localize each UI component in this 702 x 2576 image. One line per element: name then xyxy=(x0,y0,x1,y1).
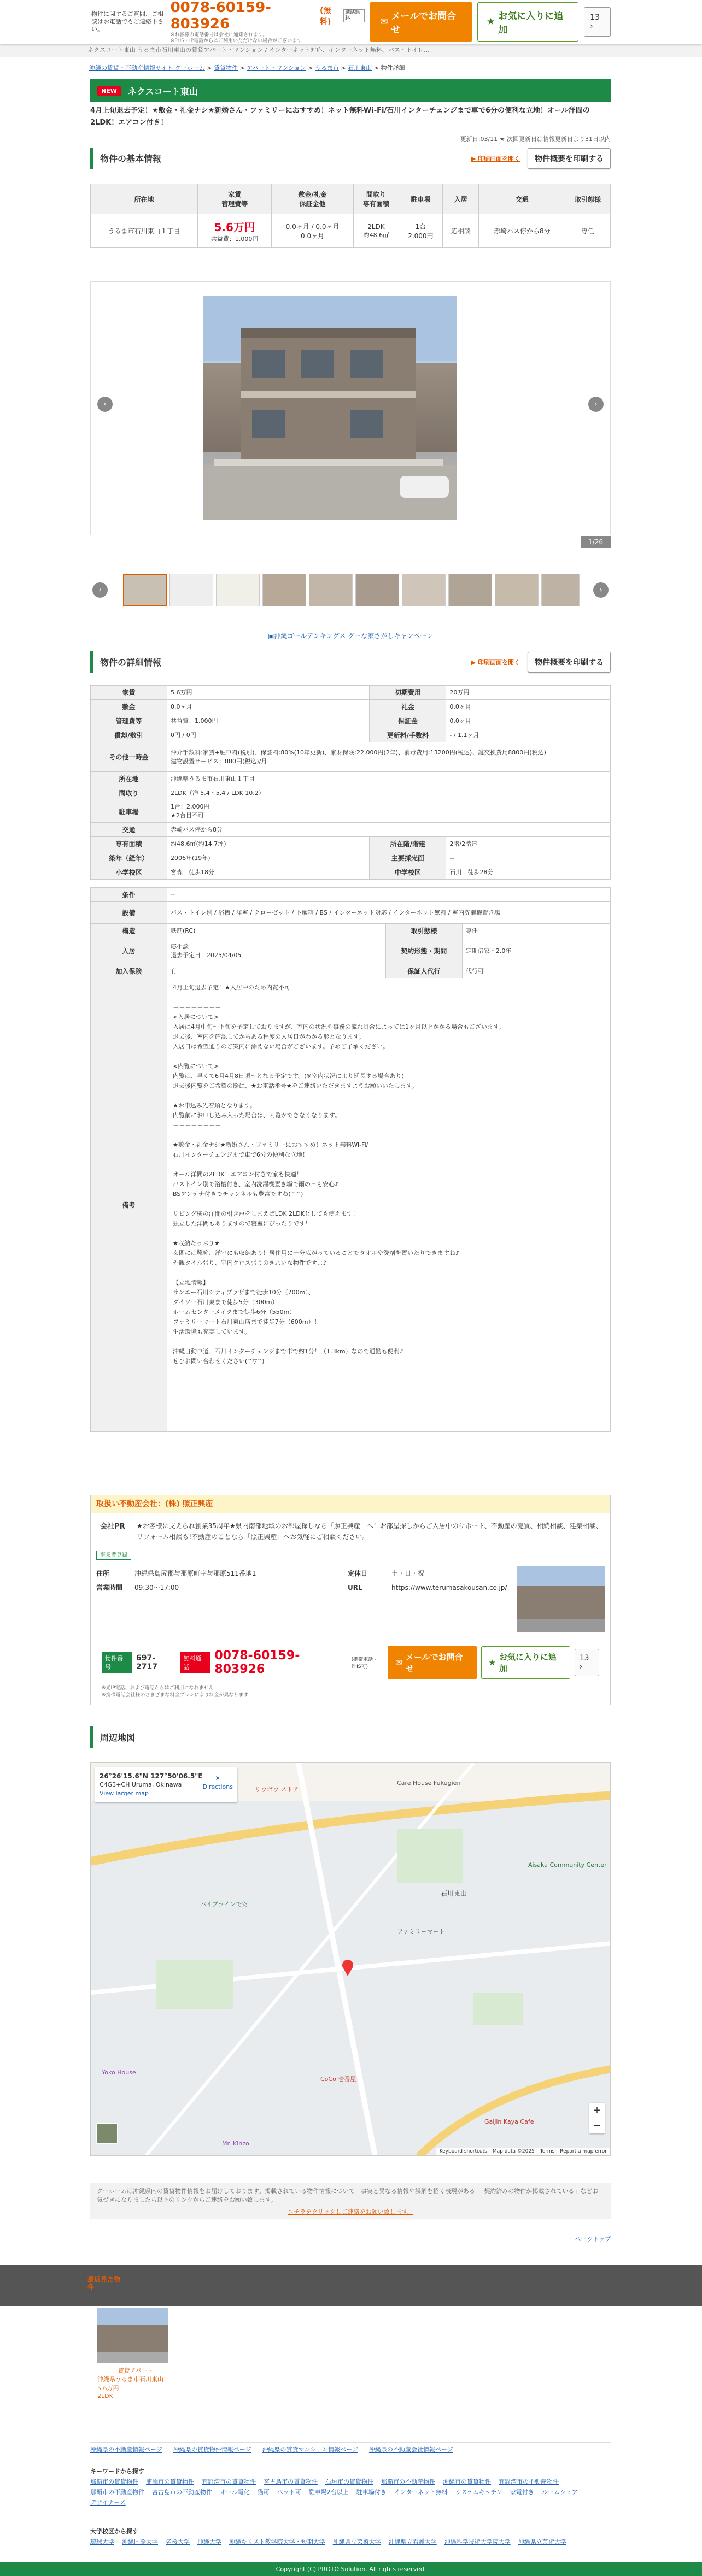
footer-link[interactable]: デザイナーズ xyxy=(90,2499,126,2506)
print-summary-button[interactable]: 物件概要を印刷する xyxy=(528,652,611,673)
agency-box: 取扱い不動産会社：(株) 照正興産 会社PR ★お客様に支えられ創業35周年★県内南部地域のお部屋探しなら「照正興産」へ！お部屋探しからご入居中のサポート、不動産の売買、相続相談、建築相談、リフォーム相談も!不動産のことなら「照正興産」へお気軽にご相談ください。 事業者登録 住所 営業時間 沖縄県島尻郡与那原町字与那原511番地1 09:30〜17:00 定休日 土・日・祝 URL https://www.terumasakousan.co.jp/ 物件番号 697-2717 無料通話 0078-60159-803926 (携帯電話・PHS可) ✉ メールでお問合せ ★ お気に入りに追加 13 › ※光IP電話、および電話からはご利用になれません ※携帯電話会社様のさまざまな料金プランにより料金が異なります xyxy=(90,1495,611,1705)
thumbnail[interactable] xyxy=(448,574,492,606)
zoom-in-button[interactable]: + xyxy=(593,2105,601,2116)
footer-link[interactable]: ペット可 xyxy=(277,2489,301,2496)
print-summary-button[interactable]: 物件概要を印刷する xyxy=(528,148,611,169)
footer-link[interactable]: 那覇市の賃貸物件 xyxy=(90,2478,138,2485)
agency-phone[interactable]: 0078-60159-803926 xyxy=(214,1649,300,1676)
footer-link[interactable]: 沖縄県の不動産会社情報ページ xyxy=(368,2446,453,2453)
map-label: Yoko House xyxy=(102,2069,136,2076)
map-plus-code: C4G3+CH Uruma, Okinawa xyxy=(100,1781,182,1788)
view-larger-map-link[interactable]: View larger map xyxy=(100,1790,149,1797)
col-header: 間取り 専有面積 xyxy=(354,184,399,214)
col-header: 敷金/礼金 保証金他 xyxy=(272,184,354,214)
chevron-left-icon: ‹ xyxy=(98,586,102,594)
footer-link[interactable]: システムキッチン xyxy=(455,2489,502,2496)
map-label: Aisaka Community Center xyxy=(528,1861,607,1868)
map-zoom-controls xyxy=(589,2103,605,2133)
update-info: 更新日:03/11 ★ 次回更新日は情報更新日より31日以内 xyxy=(460,135,611,143)
footer-link[interactable]: 宮古島市の不動産物件 xyxy=(152,2489,212,2496)
favorite-count-button[interactable]: 13 › xyxy=(584,7,611,37)
map-section xyxy=(90,1726,611,1748)
map-label: 石川東山 xyxy=(441,1890,467,1897)
footer-keywords: キーワードから探す 那覇市の賃貸物件 浦添市の賃貸物件 宜野湾市の賃貸物件 宮古島市の賃貸物件 石垣市の賃貸物件 那覇市の不動産物件 沖縄市の賃貸物件 宜野湾市の不動産物件 那覇市の不動産物件 宮古島市の不動産物件 オール電化 猫可 ペット可 駐車場2台以上 駐車場付き インターネット無料 システムキッチン 家電付き ルームシェア デザイナーズ xyxy=(90,2468,578,2506)
footer-link[interactable]: 那覇市の不動産物件 xyxy=(381,2478,435,2485)
thumbnail-strip xyxy=(90,574,611,606)
cell-movein: 応相談 xyxy=(443,214,479,248)
phone-number[interactable]: 0078-60159-803926 xyxy=(170,0,271,32)
footer-link[interactable]: 宜野湾市の不動産物件 xyxy=(499,2478,559,2485)
footer-link[interactable]: 駐車場付き xyxy=(356,2489,387,2496)
add-favorite-button[interactable]: ★ お気に入りに追加 xyxy=(481,1646,570,1679)
footer-universities: 大学校区から探す 琉球大学 沖縄国際大学 名桜大学 沖縄大学 沖縄キリスト教学院大学・短期大学 沖縄県立芸術大学 沖縄県立看護大学 沖縄科学技術大学院大学 沖縄県立芸術大学 xyxy=(90,2528,566,2545)
directions-icon: ➤ xyxy=(215,1775,220,1782)
recent-history-band xyxy=(0,2265,702,2306)
map-label: パイプラインでた xyxy=(200,1901,248,1908)
zoom-out-button[interactable]: − xyxy=(593,2120,601,2131)
thumbnail[interactable] xyxy=(123,574,167,606)
breadcrumb-link[interactable]: 沖縄の賃貸・不動産情報サイト グーホーム xyxy=(89,64,205,72)
cell-address: うるま市石川東山１丁目 xyxy=(91,214,198,248)
footer-link[interactable]: 浦添市の賃貸物件 xyxy=(146,2478,194,2485)
footer-nav xyxy=(90,2442,611,2454)
report-link[interactable]: コチラをクリックしご連絡をお願い致します。 xyxy=(288,2208,413,2215)
catch-copy: 4月上旬退去予定！★敷金・礼金ナシ★新婚さん・ファミリーにおすすめ！ネット無料Wi-Fi/石川インターチェンジまで車で6分の便利な立地！オール洋間の2LDK！エアコン付き！ xyxy=(90,107,590,127)
star-icon: ★ xyxy=(488,1658,496,1667)
footer-link[interactable]: 駐車場2台以上 xyxy=(308,2489,349,2496)
detail-info-section xyxy=(90,651,611,1432)
footer-link[interactable]: 沖縄キリスト教学院大学・短期大学 xyxy=(229,2538,325,2545)
agency-url-link[interactable]: https://www.terumasakousan.co.jp/ xyxy=(391,1584,507,1591)
copyright: Copyright (C) PROTO Solution. All rights reserved. xyxy=(0,2562,702,2576)
breadcrumb: 沖縄の賃貸・不動産情報サイト グーホーム > 賃貸物件 > アパート・マンション > うるま市 > 石川東山 > 物件詳細 xyxy=(89,64,405,72)
pr-text: ★お客様に支えられ創業35周年★県内南部地域のお部屋探しなら「照正興産」へ！お部屋探しからご入居中のサポート、不動産の売買、相続相談、建築相談、リフォーム相談も!不動産のことなら「照正興産」へお気軽にご相談ください。 xyxy=(137,1522,602,1541)
phone-sub-note: ※PHS・IP電話からはご利用いただけない場合がございます xyxy=(170,38,302,44)
detail-table-2: 条件 -- 設備 バス・トイレ別 / 浴槽 / 洋室 / クローゼット / 下駄箱 / BS / インターネット対応 / インターネット無料 / 室内洗濯機置き場 構造 鉄筋(RC) 取引態様 専任 入居 応相談 退去予定日：2025/04/05 契約形態・期間 定期借家・2.0年 加入保険 有 保証人代行 代行可 備考 4月上旬退去予定！★入居中のため内覧不可 ＝＝＝＝＝＝＝＝ <入居について> 入居は4月中旬〜下旬を予定しておりますが、室内の状況や事務の流れ具合によっては1ヶ月以上かかる場合もございます。 退去後、室内を確認してからある程度の入居日がわかる形となります。 入居日は希望通りのご案内に添えない場合がございます。予めご了承ください。 <内覧について> 内覧は、早くて6月4月8日頃〜となる予定です。(※室内状況により延長する場合あり) 退去後内覧をご希望の際は、★お電話番号★をご連絡いただきますようお願いいたします。 ★お申込み先着順となります。 内覧前にお申し込み入った場合は、内覧ができなくなります。 ＝＝＝＝＝＝＝＝ ★敷金・礼金ナシ★新婚さん・ファミリーにおすすめ！ネット無料Wi-Fi/ 石川インターチェンジまで車で6分の便利な立地！ オール洋間の2LDK！エアコン付きで家も快適！ バストイレ別で浴槽付き、室内洗濯機置き場で雨の日も安心♪ BSアンテナ付きでチャンネルも豊富ですね(^^) リビング横の洋間の引き戸をしまえばLDK 2LDKとしても使えます！ 独立した洋間もありますので寝室にぴったりです！ ★収納たっぷり★ 玄関には靴箱、洋室にも収納あり！居住用に十分広がっていることでタオルや洗剤を置いたりできますね♪ 外観タイル張り、室内クロス張りのきれいな物件ですよ♪ 【立地情報】 サンエー石川シティプラザまで徒歩10分（700m）、 ダイソー石川東まで徒歩5分（300m） ホームセンターメイクまで徒歩6分（550m） ファミリーマート石川東山店まで徒歩7分（600m）！ 生活環境も充実しています。 沖縄自動車道、石川インターチェンジまで車で約1分！（1.3km）なので通勤も便利♪ ぜひお問い合わせください(^▽^) xyxy=(90,887,611,1432)
photo-counter: 1/26 xyxy=(581,536,611,548)
rent-price: 5.6万円 xyxy=(214,221,255,234)
breadcrumb-link[interactable]: 賃貸物件 xyxy=(213,64,238,72)
cell-parking: 1台 2,000円 xyxy=(399,214,442,248)
mail-icon: ✉ xyxy=(395,1658,402,1667)
map-label: Mr. Kinzo xyxy=(222,2140,249,2147)
thumbnail[interactable] xyxy=(262,574,306,606)
breadcrumb-link[interactable]: アパート・マンション xyxy=(247,64,306,72)
section-heading: 物件の基本情報 ▶ 印刷画面を開く 物件概要を印刷する xyxy=(90,148,611,169)
fee: 共益費：1,000円 xyxy=(210,235,259,243)
add-favorite-button[interactable]: ★ お気に入りに追加 xyxy=(477,2,578,42)
footer-link[interactable]: 沖縄県立看護大学 xyxy=(388,2538,437,2545)
top-contact-bar xyxy=(0,0,702,44)
page-summary-bar: ネクスコート東山 うるま市石川東山の賃貸アパート・マンション / インターネット対応、インターネット無料、バス・トイレ... xyxy=(0,44,702,57)
phone-block xyxy=(171,0,365,44)
toll-free-badge: 通話無料 xyxy=(343,9,365,22)
directions-button[interactable]: ➤ Directions xyxy=(202,1775,233,1790)
footer-link[interactable]: 沖縄大学 xyxy=(197,2538,221,2545)
property-name: ネクスコート東山 xyxy=(127,86,198,97)
footer-link[interactable]: 名桜大学 xyxy=(166,2538,190,2545)
remarks-text: 4月上旬退去予定！★入居中のため内覧不可 ＝＝＝＝＝＝＝＝ <入居について> 入居は4月中旬〜下旬を予定しておりますが、室内の状況や事務の流れ具合によっては1ヶ月以上かかる場合もございます。 退去後、室内を確認してからある程度の入居日がわかる形となります。 入居日は希望通りのご案内に添えない場合がございます。予めご了承ください。 <内覧について> 内覧は、早くて6月4月8日頃〜となる予定です。(※室内状況により延長する場合あり) 退去後内覧をご希望の際は、★お電話番号★をご連絡いただきますようお願いいたします。 ★お申込み先着順となります。 内覧前にお申し込み入った場合は、内覧ができなくなります。 ＝＝＝＝＝＝＝＝ ★敷金・礼金ナシ★新婚さん・ファミリーにおすすめ！ネット無料Wi-Fi/ 石川インターチェンジまで車で6分の便利な立地！ オール洋間の2LDK！エアコン付きで家も快適！ バストイレ別で浴槽付き、室内洗濯機置き場で雨の日も安心♪ BSアンテナ付きでチャンネルも豊富ですね(^^) リビング横の洋間の引き戸をしまえばLDK 2LDKとしても使えます！ 独立した洋間もありますので寝室にぴったりです！ ★収納たっぷり★ 玄関には靴箱、洋室にも収納あり！居住用に十分広がっていることでタオルや洗剤を置いたりできますね♪ 外観タイル張り、室内クロス張りのきれいな物件ですよ♪ 【立地情報】 サンエー石川シティプラザまで徒歩10分（700m）、 ダイソー石川東まで徒歩5分（300m） ホームセンターメイクまで徒歩6分（550m） ファミリーマート石川東山店まで徒歩7分（600m）！ 生活環境も充実しています。 沖縄自動車道、石川インターチェンジまで車で約1分！（1.3km）なので通勤も便利♪ ぜひお問い合わせください(^▽^) xyxy=(173,984,505,1365)
section-heading: 物件の詳細情報 ▶ 印刷画面を開く 物件概要を印刷する xyxy=(90,651,611,673)
building-photo-icon xyxy=(203,296,457,520)
map-info-card xyxy=(95,1767,237,1802)
mail-icon: ✉ xyxy=(380,16,388,27)
footer-link[interactable]: インターネット無料 xyxy=(394,2489,448,2496)
section-heading: 周辺地図 xyxy=(90,1726,611,1748)
photo-gallery xyxy=(90,281,611,535)
thumbnail[interactable] xyxy=(309,574,353,606)
open-print-link[interactable]: ▶ 印刷画面を開く xyxy=(471,658,520,666)
footer-link[interactable]: 那覇市の不動産物件 xyxy=(90,2489,144,2496)
map-label: CoCo 壱番屋 xyxy=(320,2076,356,2083)
satellite-toggle[interactable] xyxy=(96,2123,118,2144)
footer-link[interactable]: 石垣市の賃貸物件 xyxy=(325,2478,373,2485)
footer-link[interactable]: 沖縄県立芸術大学 xyxy=(332,2538,381,2545)
photo-counter-bar xyxy=(90,538,611,550)
main-photo[interactable] xyxy=(203,296,457,520)
col-header: 入居 xyxy=(443,184,479,214)
footer-link[interactable]: 沖縄国際大学 xyxy=(122,2538,158,2545)
cell-access: 赤崎バス停から8分 xyxy=(479,214,565,248)
footer-link[interactable]: 沖縄科学技術大学院大学 xyxy=(444,2538,511,2545)
agency-name-link[interactable]: (株) 照正興産 xyxy=(165,1500,213,1508)
chevron-right-icon: › xyxy=(579,1663,583,1671)
prev-thumbs-button[interactable] xyxy=(92,582,108,598)
thumbnail[interactable] xyxy=(169,574,213,606)
footer-link[interactable]: オール電化 xyxy=(220,2489,250,2496)
detail-table: 家賃 5.6万円 初期費用 20万円 敷金 0.0ヶ月 礼金 0.0ヶ月 管理費等 共益費：1,000円 保証金 0.0ヶ月 償却/敷引 0円 / 0円 更新料/手数料 - / 1.1ヶ月 その他一時金 仲介手数料:家賃+駐車料(税別)、保証料:80%(10年更新)、家財保険:22,000円(2年)、消毒費用:13200円(税込)、鍵交換費用8800円(税込) 建物設置サービス：880円(税込)/月 所在地 沖縄県うるま市石川東山１丁目 間取り 2LDK（洋 5.4・5.4 / LDK 10.2） 駐車場 1台：2,000円 ★2台目不可 交通 赤崎バス停から8分 専有面積 約48.6㎡(約14.7坪) 所在階/階建 2階/2階建 築年（経年） 2006年(19年) 主要採光面 -- 小学校区 宮森 徒歩18分 中学校区 石川 徒歩28分 xyxy=(90,685,611,880)
footer-link[interactable]: 宜野湾市の賃貸物件 xyxy=(202,2478,256,2485)
chevron-right-icon: › xyxy=(594,400,598,409)
footer-link[interactable]: 猫可 xyxy=(257,2489,270,2496)
footer-link[interactable]: 沖縄県の賃貸物件情報ページ xyxy=(173,2446,251,2453)
basic-info-table: 所在地 家賃 管理費等 敷金/礼金 保証金他 間取り 専有面積 駐車場 入居 交通 取引態様 うるま市石川東山１丁目 5.6万円 共益費：1,000円 0.0ヶ月 / 0.0ヶ月 0.0ヶ月 2LDK 約48.6㎡ 1台 2,000円 応相談 赤崎バス停から8分 専任 xyxy=(90,184,611,248)
recent-history-card[interactable]: 賃貸アパート 沖縄県うるま市石川東山 5.6万円 2LDK xyxy=(97,2308,174,2400)
footer-link[interactable]: 宮古島市の賃貸物件 xyxy=(264,2478,318,2485)
recent-photo xyxy=(97,2308,168,2363)
map-canvas xyxy=(91,1763,611,2156)
phone-sub-note: ※お客様の電話番号は会社に通知されます。 xyxy=(170,32,268,38)
map-label: リウボウ ストア xyxy=(255,1786,299,1793)
map-coords: 26°26'15.6"N 127°50'06.5"E xyxy=(100,1772,203,1780)
map-embed[interactable] xyxy=(90,1762,611,2156)
free-label: (無料) xyxy=(320,7,331,26)
recent-history-title: 最近見た物件 xyxy=(87,2276,121,2291)
image-icon: ▣ xyxy=(268,632,274,640)
campaign-banner[interactable]: ▣沖縄ゴールデンキングス グーな家さがしキャンペーン xyxy=(268,632,433,640)
chevron-right-icon: › xyxy=(590,22,593,31)
mail-inquiry-button[interactable]: ✉ メールでお問合せ xyxy=(388,1646,477,1679)
disclaimer-box: グーホームは沖縄県内の賃貸物件情報をお届けしております。掲載されている物件情報について「事実と異なる情報や誤解を招く表現がある」「契約済みの物件が掲載されている」などお気づきになりましたら以下のリンクからご連絡をお願い致します。 コチラをクリックしご連絡をお願い致します。 xyxy=(90,2183,611,2219)
col-header: 家賃 管理費等 xyxy=(198,184,272,214)
thumbnail[interactable] xyxy=(495,574,539,606)
breadcrumb-link[interactable]: 石川東山 xyxy=(348,64,372,72)
favorite-count-button[interactable]: 13 › xyxy=(575,1649,599,1676)
thumbnail[interactable] xyxy=(541,574,580,606)
thumbnail[interactable] xyxy=(402,574,446,606)
cell-deal: 専任 xyxy=(565,214,611,248)
new-badge: NEW xyxy=(97,86,121,96)
thumbnail[interactable] xyxy=(355,574,399,606)
col-header: 駐車場 xyxy=(399,184,442,214)
next-photo-button[interactable] xyxy=(588,397,604,412)
footer-link[interactable]: ルームシェア xyxy=(541,2489,578,2496)
footer-link[interactable]: 家電付き xyxy=(510,2489,534,2496)
page-top-link[interactable]: ページトップ xyxy=(575,2236,611,2243)
thumbnail[interactable] xyxy=(216,574,260,606)
mail-inquiry-button[interactable]: ✉ メールでお問合せ xyxy=(370,2,472,42)
chevron-right-icon: › xyxy=(599,586,602,594)
chevron-left-icon: ‹ xyxy=(103,400,107,409)
col-header: 所在地 xyxy=(91,184,198,214)
basic-info-section xyxy=(90,148,611,248)
next-thumbs-button[interactable] xyxy=(593,582,609,598)
open-print-link[interactable]: ▶ 印刷画面を開く xyxy=(471,155,520,162)
breadcrumb-link[interactable]: うるま市 xyxy=(315,64,340,72)
contact-note: 物件に関するご質問、ご相談はお電話でもご連絡下さい。 xyxy=(91,10,163,33)
pr-label: 会社PR xyxy=(100,1523,125,1531)
property-title-bar xyxy=(90,79,611,102)
col-header: 取引態様 xyxy=(565,184,611,214)
map-label: ファミリーマート xyxy=(397,1928,445,1935)
col-header: 交通 xyxy=(479,184,565,214)
footer-link[interactable]: 琉球大学 xyxy=(90,2538,114,2545)
prev-photo-button[interactable] xyxy=(97,397,113,412)
footer-link[interactable]: 沖縄市の賃貸物件 xyxy=(443,2478,491,2485)
footer-link[interactable]: 沖縄県の賃貸マンション情報ページ xyxy=(262,2446,358,2453)
footer-link[interactable]: 沖縄県立芸術大学 xyxy=(518,2538,566,2545)
breadcrumb-current: 物件詳細 xyxy=(381,64,405,72)
agency-photo xyxy=(517,1566,605,1632)
footer-link[interactable]: 沖縄県の不動産情報ページ xyxy=(90,2446,162,2453)
map-footer: Keyboard shortcuts Map data ©2025 Terms Report a map error xyxy=(436,2148,610,2155)
registered-badge: 事業者登録 xyxy=(96,1551,131,1560)
map-label: Care House Fukugien xyxy=(397,1779,461,1787)
property-code: 697-2717 xyxy=(136,1654,157,1671)
map-label: Gaijin Kaya Cafe xyxy=(484,2118,534,2125)
star-icon: ★ xyxy=(487,16,495,27)
